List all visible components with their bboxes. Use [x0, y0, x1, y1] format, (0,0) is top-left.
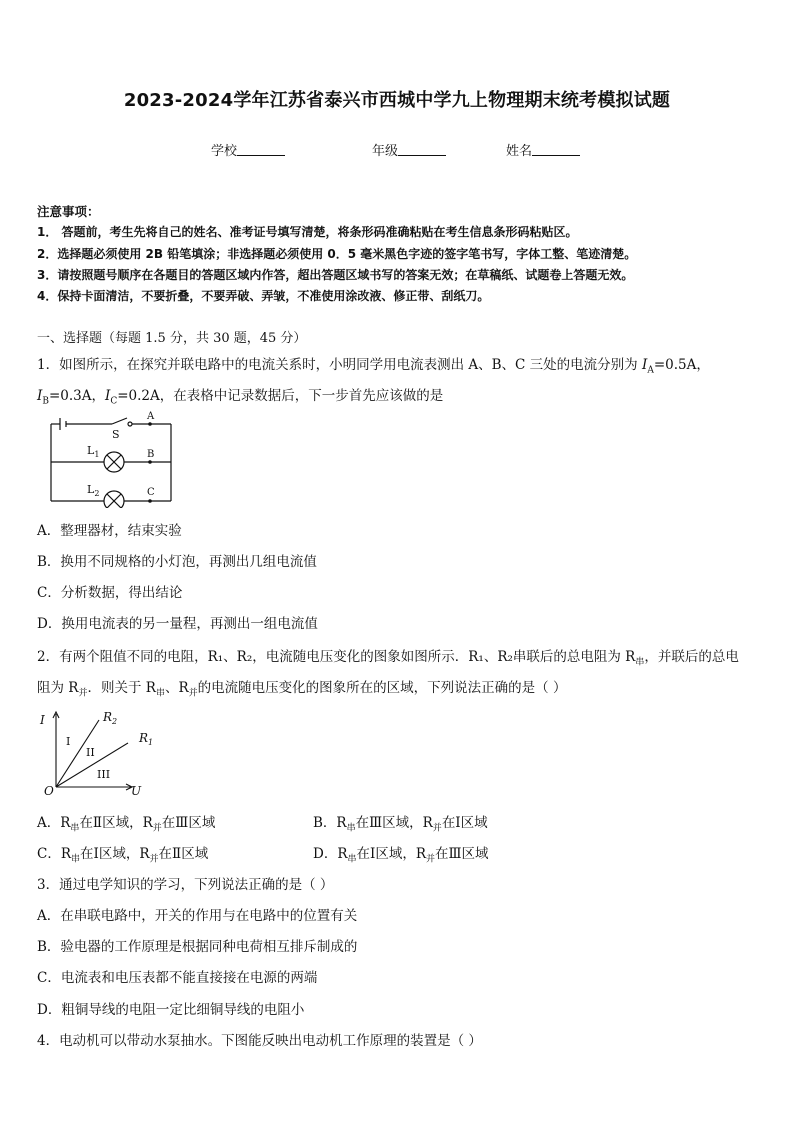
point-c	[148, 499, 152, 503]
q1-option-d: D．换用电流表的另一量程，再测出一组电流值	[37, 616, 318, 632]
q2-stem-line2: 阻为 $R_并$．则关于 $R_串$、$R_并$的电流随电压变化的图象所在的区域，下列说法正确的是（ ）	[37, 680, 567, 699]
q4-stem: 4．电动机可以带动水泵抽水。下图能反映出电动机工作原理的装置是（ ）	[37, 1033, 482, 1049]
q1-stem-line2: $I_B=0.3A$，$I_C=0.2A$，在表格中记录数据后，下一步首先应该做的是	[37, 388, 444, 407]
r2-label: $R_2$	[103, 710, 118, 726]
name-label: 姓名	[506, 144, 533, 159]
q1-option-c: C．分析数据，得出结论	[37, 585, 183, 601]
school-field	[211, 140, 285, 159]
q1-stem-line1: 1．如图所示，在探究并联电路中的电流关系时，小明同学用电流表测出 A、B、C 三处的电流分别为 $I_A=0.5A$，	[37, 357, 710, 376]
school-label: 学校	[211, 144, 238, 159]
q3-option-d: D．粗铜导线的电阻一定比细铜导线的电阻小	[37, 1002, 305, 1018]
region-2-label: II	[86, 746, 95, 759]
school-blank	[237, 143, 285, 156]
q2-stem-line1: 2．有两个阻值不同的电阻，R₁、R₂，电流随电压变化的图象如图所示．R₁、R₂串联后的总电阻为 $R_串$，并联后的总电	[37, 649, 739, 668]
q2-option-c: C．$R_串$在Ⅰ区域，$R_并$在Ⅱ区域	[37, 846, 209, 865]
q2-option-b: B．$R_串$在Ⅲ区域，$R_并$在Ⅰ区域	[313, 815, 488, 834]
label-a: A	[147, 411, 155, 422]
label-l1: $L_1$	[87, 444, 100, 459]
lamp-l2	[104, 491, 124, 508]
notes-heading: 注意事项：	[37, 204, 100, 219]
label-b: B	[147, 449, 155, 460]
parallel-circuit-diagram	[40, 408, 180, 508]
region-3-label: III	[97, 768, 111, 781]
note-item: 1． 答题前，考生先将自己的姓名、准考证号填写清楚，将条形码准确粘贴在考生信息条形码粘贴区。	[37, 225, 578, 239]
q2-option-d: D．$R_串$在Ⅰ区域，$R_并$在Ⅲ区域	[313, 846, 489, 865]
point-b	[148, 460, 152, 464]
grade-field	[372, 140, 446, 159]
iu-graph	[35, 706, 165, 798]
label-c: C	[147, 487, 155, 498]
switch-lever	[112, 418, 127, 424]
q2-option-a: A．$R_串$在Ⅱ区域，$R_并$在Ⅲ区域	[37, 815, 216, 834]
q1-option-b: B．换用不同规格的小灯泡，再测出几组电流值	[37, 554, 317, 570]
q3-option-a: A．在串联电路中，开关的作用与在电路中的位置有关	[37, 908, 358, 924]
y-axis-label: I	[40, 713, 45, 727]
switch-contact	[128, 422, 132, 426]
q3-option-c: C．电流表和电压表都不能直接接在电源的两端	[37, 970, 318, 986]
label-s: S	[112, 428, 120, 441]
section-heading: 一、选择题（每题 1.5 分，共 30 题，45 分）	[37, 331, 307, 346]
q3-option-b: B．验电器的工作原理是根据同种电荷相互排斥制成的	[37, 939, 358, 955]
grade-label: 年级	[372, 144, 399, 159]
note-item: 3．请按照题号顺序在各题目的答题区域内作答，超出答题区域书写的答案无效；在草稿纸、试题卷上答题无效。	[37, 268, 634, 282]
origin-label: O	[44, 784, 54, 798]
point-a	[148, 422, 152, 426]
note-item: 4．保持卡面清洁，不要折叠，不要弄破、弄皱，不准使用涂改液、修正带、刮纸刀。	[37, 289, 490, 303]
name-field	[506, 140, 580, 159]
q1-option-a: A．整理器材，结束实验	[37, 523, 182, 539]
region-1-label: I	[66, 735, 71, 748]
grade-blank	[398, 143, 446, 156]
x-axis-label: U	[131, 784, 142, 798]
label-l2: $L_2$	[87, 483, 100, 498]
name-blank	[532, 143, 580, 156]
page-title: 2023-2024学年江苏省泰兴市西城中学九上物理期末统考模拟试题	[123, 90, 671, 111]
r1-label: $R_1$	[139, 731, 154, 747]
note-item: 2．选择题必须使用 2B 铅笔填涂；非选择题必须使用 0．5 毫米黑色字迹的签字笔书写，字体工整、笔迹清楚。	[37, 247, 637, 261]
q3-stem: 3．通过电学知识的学习，下列说法正确的是（ ）	[37, 877, 334, 893]
